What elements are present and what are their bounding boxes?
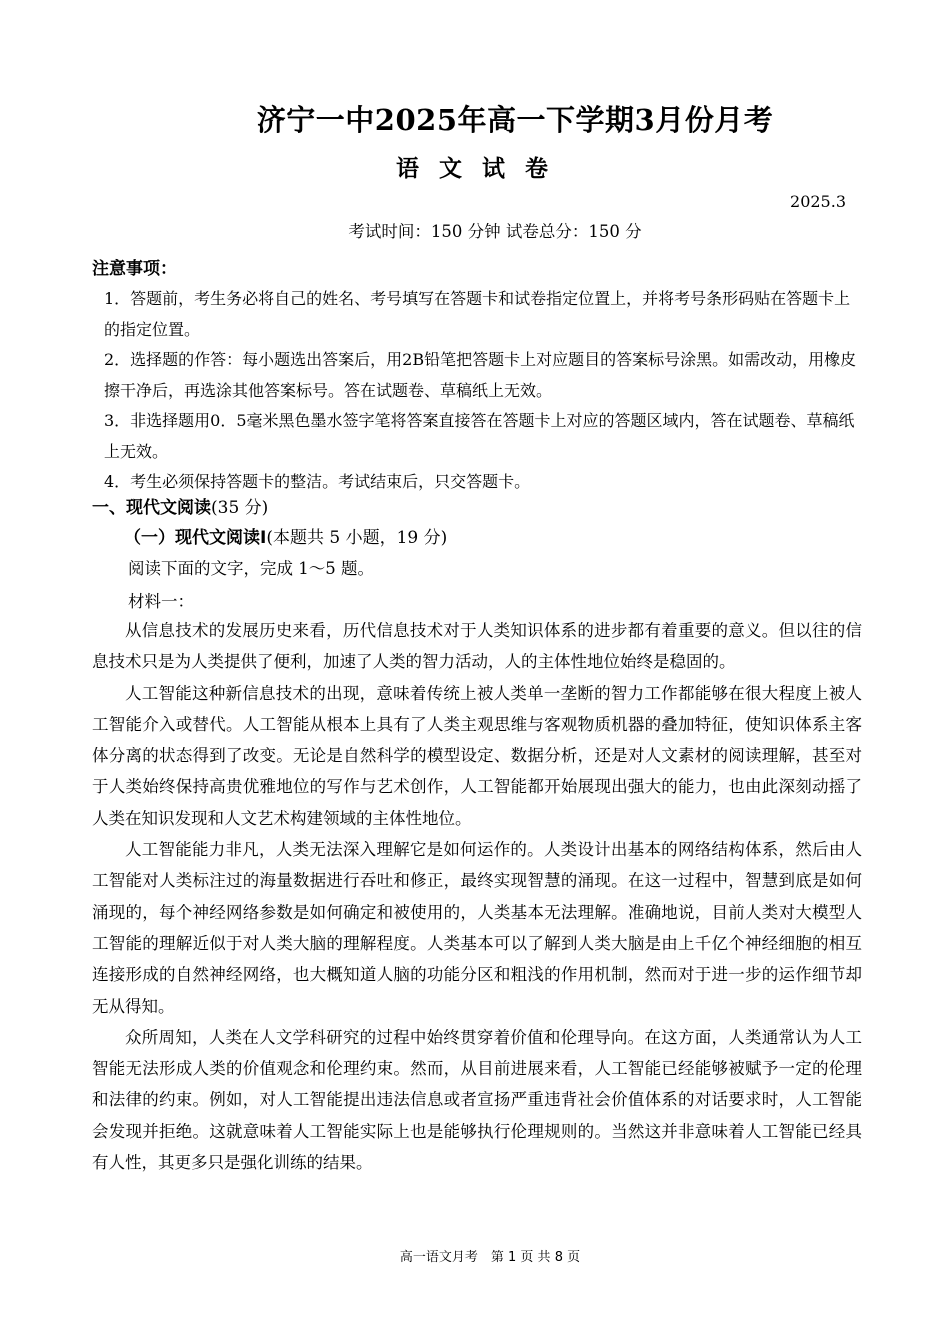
- passage-paragraph: 人工智能能力非凡，人类无法深入理解它是如何运作的。人类设计出基本的网络结构体系，然后由人工智能对人类标注过的海量数据进行吞吐和修正，最终实现智慧的涌现。在这一过程中，智慧到底是如何涌现的，每个神经网络参数是如何确定和被使用的，人类基本无法理解。准确地说，目前人类对大模型人工智能的理解近似于对人类大脑的理解程度。人类基本可以了解到人类大脑是由上千亿个神经细胞的相互连接形成的自然神经网络，也大概知道人脑的功能分区和粗浅的作用机制，然而对于进一步的运作细节却无从得知。: [92, 840, 862, 1016]
- passage-paragraph: 人工智能这种新信息技术的出现，意味着传统上被人类单一垄断的智力工作都能够在很大程度上被人工智能介入或替代。人工智能从根本上具有了人类主观思维与客观物质机器的叠加特征，使知识体系主客体分离的状态得到了改变。无论是自然科学的模型设定、数据分析，还是对人文素材的阅读理解，甚至对于人类始终保持高贵优雅地位的写作与艺术创作，人工智能都开始展现出强大的能力，也由此深刻动摇了人类在知识发现和人文艺术构建领域的主体性地位。: [92, 683, 862, 828]
- section-heading: [92, 493, 268, 518]
- passage-paragraph: 从信息技术的发展历史来看，历代信息技术对于人类知识体系的进步都有着重要的意义。但以往的信息技术只是为人类提供了便利，加速了人类的智力活动，人的主体性地位始终是稳固的。: [92, 621, 862, 672]
- notice-item: 3．非选择题用0．5毫米黑色墨水签字笔将答案直接答在答题卡上对应的答题区域内，答在试题卷、草稿纸上无效。: [104, 411, 855, 461]
- page-footer: 高一语文月考 第 1 页 共 8 页: [399, 1250, 581, 1265]
- passage-paragraph: 众所周知，人类在人文学科研究的过程中始终贯穿着价值和伦理导向。在这方面，人类通常认为人工智能无法形成人类的价值观念和伦理约束。然而，从目前进展来看，人工智能已经能够被赋予一定的伦理和法律的约束。例如，对人工智能提出违法信息或者宣扬严重违背社会价值体系的对话要求时，人工智能会发现并拒绝。这就意味着人工智能实际上也是能够执行伦理规则的。当然这并非意味着人工智能已经具有人性，其更多只是强化训练的结果。: [92, 1027, 862, 1173]
- notice-item: 4．考生必须保持答题卡的整洁。考试结束后，只交答题卡。: [104, 472, 531, 491]
- exam-subtitle: 语 文 试 卷: [395, 155, 555, 182]
- sub-section-title: （一）现代文阅读Ⅰ: [124, 528, 267, 548]
- section-heading-score: (35 分): [211, 498, 269, 518]
- notice-heading: 注意事项：: [92, 259, 177, 279]
- notice-item: 1．答题前，考生务必将自己的姓名、考号填写在答题卡和试卷指定位置上，并将考号条形码贴在答题卡上的指定位置。: [104, 289, 851, 339]
- sub-section-note: (本题共 5 小题，19 分): [266, 528, 448, 548]
- material-label: 材料一：: [128, 592, 194, 611]
- exam-title: 济宁一中2025年高一下学期3月份月考: [256, 103, 774, 137]
- notice-list: [104, 284, 864, 498]
- exam-date: 2025.3: [790, 192, 846, 211]
- reading-instruction: 阅读下面的文字，完成 1～5 题。: [128, 559, 374, 578]
- exam-time-and-score: 考试时间：150 分钟 试卷总分：150 分: [348, 222, 642, 241]
- notice-item: 2．选择题的作答：每小题选出答案后，用2B铅笔把答题卡上对应题目的答案标号涂黑。如需改动，用橡皮擦干净后，再选涂其他答案标号。答在试题卷、草稿纸上无效。: [104, 350, 857, 400]
- section-heading-title: 一、现代文阅读: [92, 498, 211, 518]
- sub-section-heading: [124, 523, 447, 548]
- reading-passage: [92, 615, 862, 1178]
